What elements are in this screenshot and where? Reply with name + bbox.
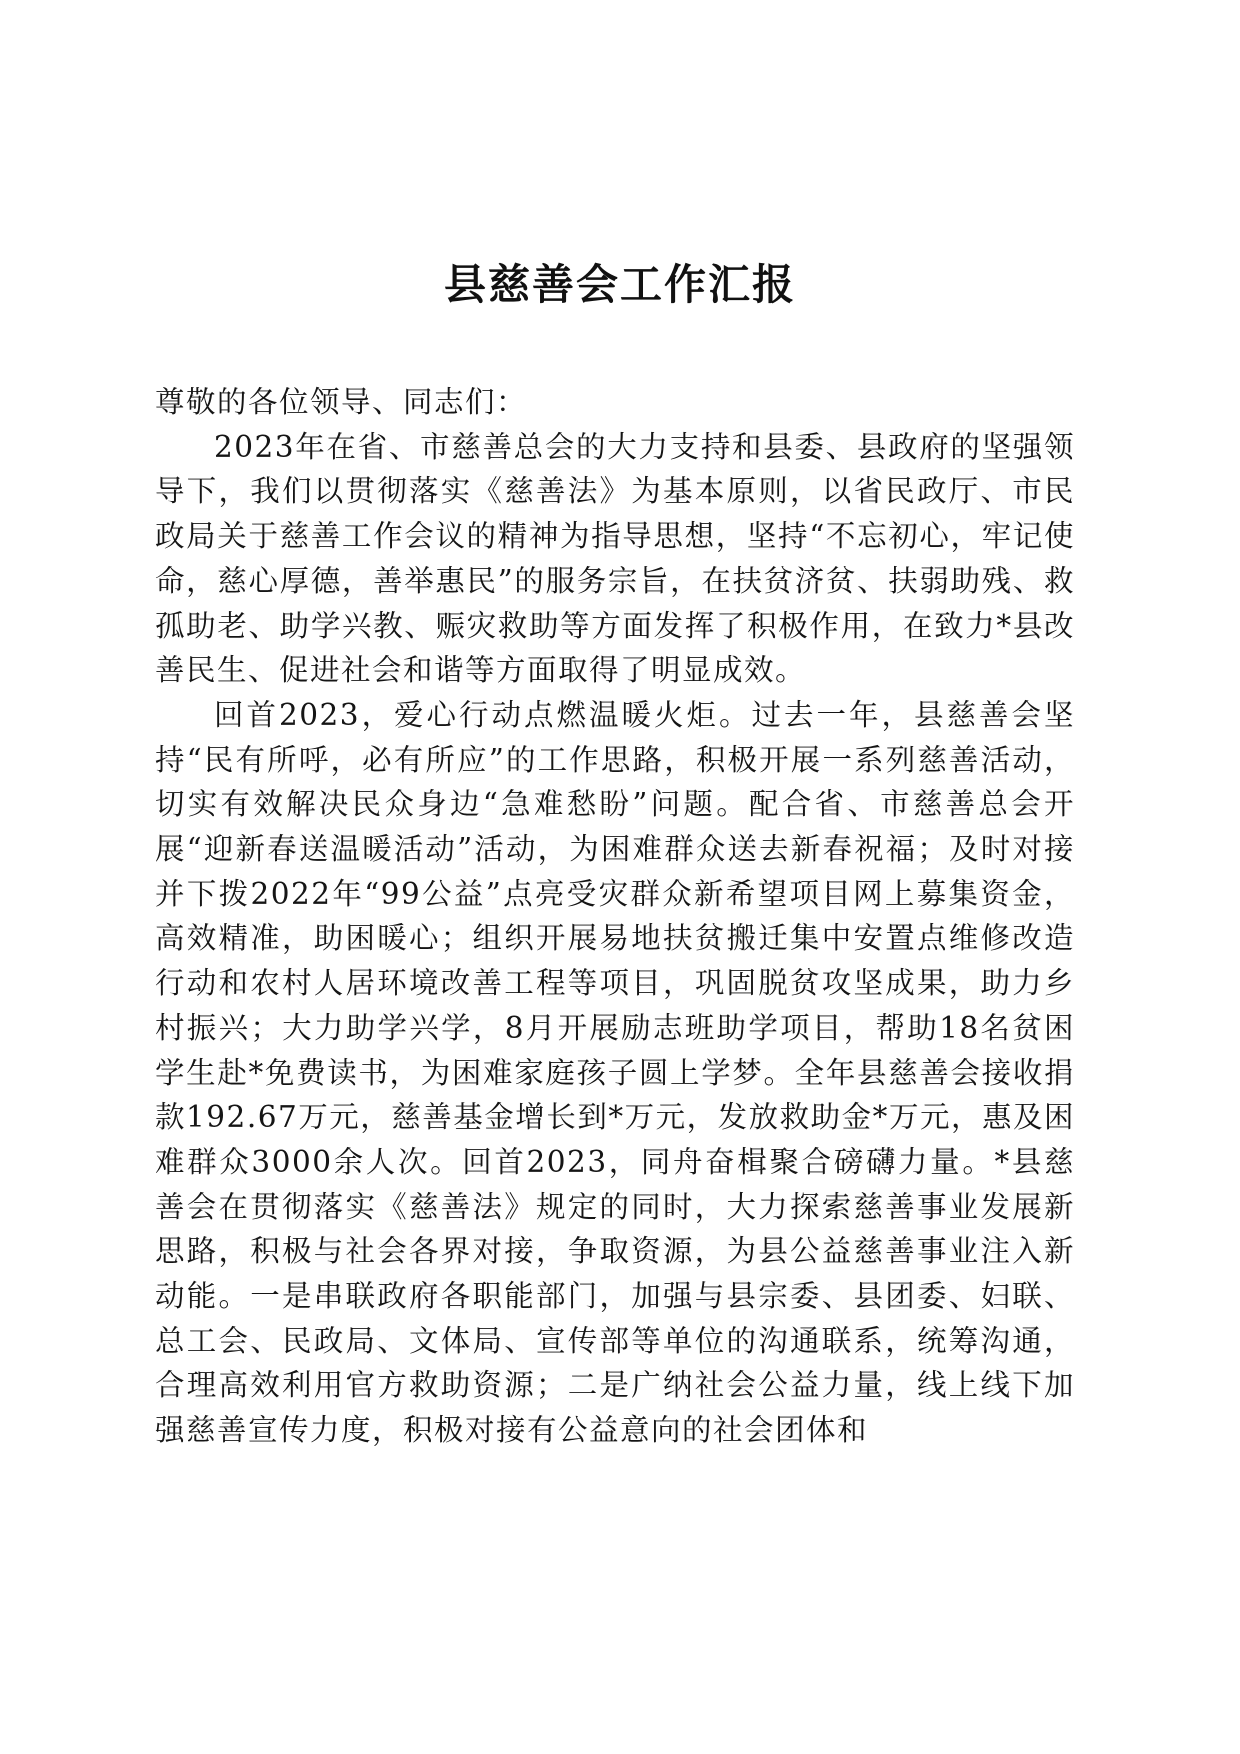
document-body [155,380,1075,1453]
paragraph-review: 回首2023，爱心行动点燃温暖火炬。过去一年，县慈善会坚持“民有所呼，必有所应”的工作思路，积极开展一系列慈善活动，切实有效解决民众身边“急难愁盼”问题。配合省、市慈善总会开展“迎新春送温暖活动”活动，为困难群众送去新春祝福；及时对接并下拨2022年“99公益”点亮受灾群众新希望项目网上募集资金，高效精准，助困暖心；组织开展易地扶贫搬迁集中安置点维修改造行动和农村人居环境改善工程等项目，巩固脱贫攻坚成果，助力乡村振兴；大力助学兴学，8月开展励志班助学项目，帮助18名贫困学生赴*免费读书，为困难家庭孩子圆上学梦。全年县慈善会接收捐款192.67万元，慈善基金增长到*万元，发放救助金*万元，惠及困难群众3000余人次。回首2023，同舟奋楫聚合磅礴力量。*县慈善会在贯彻落实《慈善法》规定的同时，大力探索慈善事业发展新思路，积极与社会各界对接，争取资源，为县公益慈善事业注入新动能。一是串联政府各职能部门，加强与县宗委、县团委、妇联、总工会、民政局、文体局、宣传部等单位的沟通联系，统筹沟通，合理高效利用官方救助资源；二是广纳社会公益力量，线上线下加强慈善宣传力度，积极对接有公益意向的社会团体和 [155,697,1075,1448]
salutation: 尊敬的各位领导、同志们： [155,385,528,419]
document-title: 县慈善会工作汇报 [443,260,796,309]
paragraph-intro: 2023年在省、市慈善总会的大力支持和县委、县政府的坚强领导下，我们以贯彻落实《慈善法》为基本原则，以省民政厅、市民政局关于慈善工作会议的精神为指导思想，坚持“不忘初心，牢记使命，慈心厚德，善举惠民”的服务宗旨，在扶贫济贫、扶弱助残、救孤助老、助学兴教、赈灾救助等方面发挥了积极作用，在致力*县改善民生、促进社会和谐等方面取得了明显成效。 [155,429,1075,688]
